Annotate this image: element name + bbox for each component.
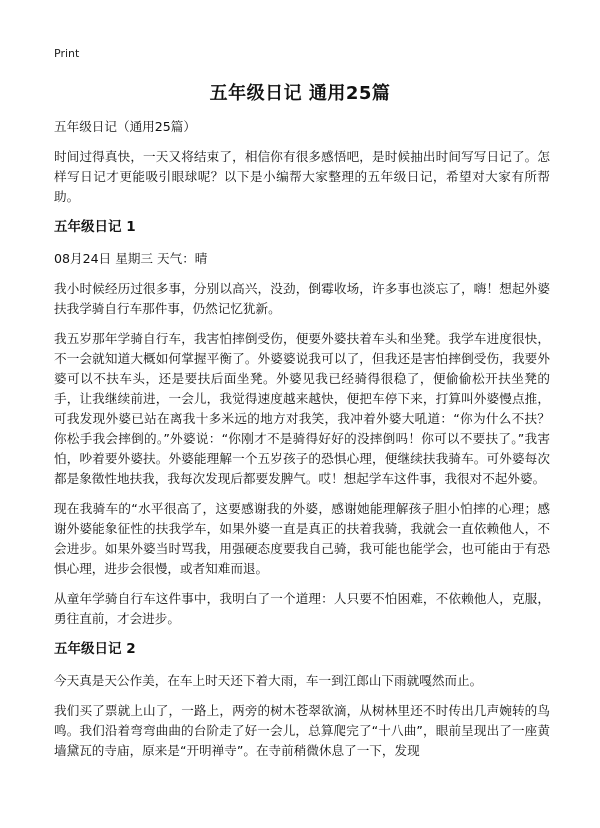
- diary-1-date: 08月24日 星期三 天气：晴: [54, 251, 208, 266]
- diary-1-paragraph-4: 从童年学骑自行车这件事中，我明白了一个道理：人只要不怕困难，不依赖他人，克服，勇往直前，才会进步。: [54, 591, 550, 626]
- diary-1-paragraph-2: 我五岁那年学骑自行车，我害怕摔倒受伤，便要外婆扶着车头和坐凳。我学车进度很快，不一会就知道大概如何掌握平衡了。外婆婆说我可以了，但我还是害怕摔倒受伤，我要外婆可以不扶车头，还是要扶后面坐凳。外婆见我已经骑得很稳了，便偷偷松开扶坐凳的手，让我继续前进，一会儿，我觉得速度越来越快，便把车停下来，打算叫外婆慢点推，可我发现外婆已站在离我十多米远的地方对我笑，我冲着外婆大吼道：“你为什么不扶？你松手我会摔倒的。”外婆说：“你刚才不是骑得好好的没摔倒吗！你可以不要扶了。”我害怕，吵着要外婆扶。外婆能理解一个五岁孩子的恐惧心理，便继续扶我骑车。可外婆每次都是象徵性地扶我，我每次发现后都要发脾气。哎！想起学车这件事，我很对不起外婆。: [54, 331, 550, 486]
- page-title: 五年级日记 通用25篇: [209, 83, 391, 104]
- diary-1-paragraph-3: 现在我骑车的“水平很高了，这要感谢我的外婆，感谢她能理解孩子胆小怕摔的心理；感谢外婆能象征性的扶我学车，如果外婆一直是真正的扶着我骑，我就会一直依赖他人，不会进步。如果外婆当时骂我，用强硬态度要我自己骑，我可能也能学会，也可能由于有恐惧心理，进步会很慢，或者知难而退。: [54, 501, 550, 576]
- diary-1-paragraph-1: 我小时候经历过很多事，分别以高兴，没劲，倒霉收场，许多事也淡忘了，嗨！想起外婆扶我学骑自行车那件事，仍然记忆犹新。: [54, 281, 550, 316]
- intro-paragraph: 时间过得真快，一天又将结束了，相信你有很多感悟吧，是时候抽出时间写写日记了。怎样写日记才更能吸引眼球呢？以下是小编帮大家整理的五年级日记，希望对大家有所帮助。: [54, 149, 550, 204]
- diary-2-paragraph-1: 今天真是天公作美，在车上时天还下着大雨，车一到江郎山下雨就嘎然而止。: [54, 673, 483, 688]
- subtitle: 五年级日记（通用25篇）: [54, 119, 196, 134]
- print-link[interactable]: Print: [54, 47, 80, 60]
- article-body: [54, 117, 550, 771]
- diary-1-heading: 五年级日记 1: [54, 219, 136, 235]
- diary-2-paragraph-2: 我们买了票就上山了，一路上，两旁的树木苍翠欲滴，从树林里还不时传出几声婉转的鸟鸣。我们沿着弯弯曲曲的台阶走了好一会儿，总算爬完了“十八曲”，眼前呈现出了一座黄墙黛瓦的寺庙，原来是“开明禅寺”。在寺前稍微休息了一下，发现: [54, 703, 550, 758]
- diary-2-heading: 五年级日记 2: [54, 641, 136, 657]
